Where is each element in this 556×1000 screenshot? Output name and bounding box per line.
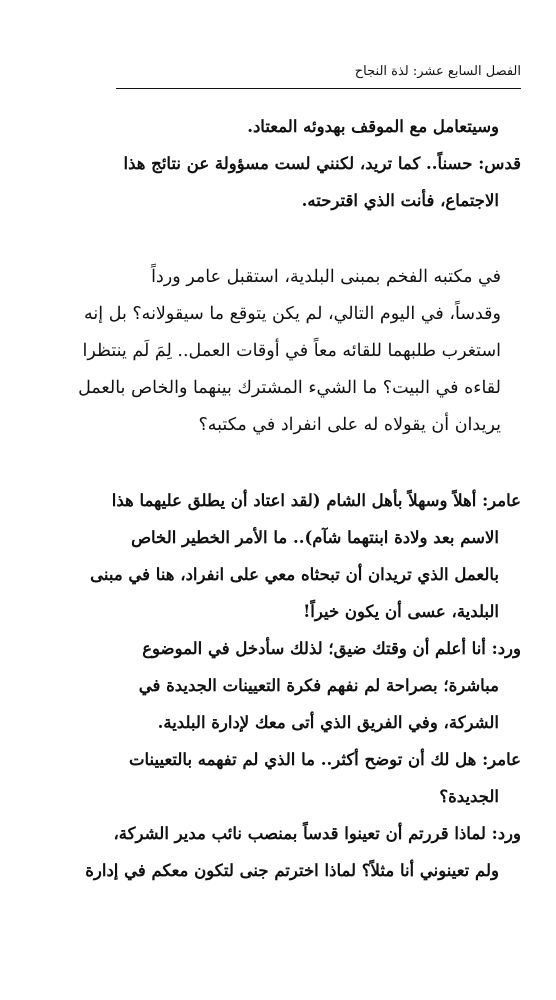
page-body bbox=[33, 108, 521, 889]
text-line: في مكتبه الفخم بمبنى البلدية، استقبل عامر ورداً bbox=[151, 267, 501, 287]
dialogue-amer bbox=[33, 741, 521, 815]
text-line: وقدساً، في اليوم التالي، لم يكن يتوقع ما سيقولانه؟ بل إنه bbox=[84, 304, 501, 324]
text-line: يريدان أن يقولاه له على انفراد في مكتبه؟ bbox=[198, 415, 501, 435]
text-line: لقاءه في البيت؟ ما الشيء المشترك بينهما والخاص بالعمل bbox=[78, 378, 501, 398]
text-line: وسيتعامل مع الموقف بهدوئه المعتاد. bbox=[247, 117, 499, 136]
text-line: البلدية، عسى أن يكون خيراً! bbox=[303, 602, 499, 621]
text-line: قدس: حسناً.. كما تريد، لكنني لست مسؤولة عن نتائج هذا bbox=[123, 154, 521, 173]
text-line: ورد: أنا أعلم أن وقتك ضيق؛ لذلك سأدخل في الموضوع bbox=[142, 639, 521, 658]
dialogue-quds bbox=[33, 145, 521, 219]
text-line: ولم تعينوني أنا مثلاً؟ لماذا اخترتم جنى لتكون معكم في إدارة bbox=[85, 861, 499, 880]
text-line: استغرب طلبهما للقائه معاً في أوقات العمل.. لِمَ لَم ينتظرا bbox=[82, 341, 501, 361]
dialogue-amer bbox=[33, 482, 521, 630]
text-line: الاسم بعد ولادة ابنتهما شآم).. ما الأمر الخطير الخاص bbox=[131, 528, 499, 547]
text-line: الاجتماع، فأنت الذي اقترحته. bbox=[301, 191, 499, 210]
running-title: الفصل السابع عشر: لذة النجاح bbox=[354, 64, 521, 79]
text-line: الشركة، وفي الفريق الذي أتى معك لإدارة البلدية. bbox=[157, 713, 499, 732]
running-header bbox=[116, 62, 521, 89]
text-line: عامر: هل لك أن توضح أكثر.. ما الذي لم تفهمه بالتعيينات bbox=[128, 750, 521, 769]
narration-paragraph bbox=[33, 108, 521, 145]
text-line: عامر: أهلاً وسهلاً بأهل الشام (لقد اعتاد أن يطلق عليهما هذا bbox=[111, 491, 521, 510]
text-line: ورد: لماذا قررتم أن تعينوا قدساً بمنصب نائب مدير الشركة، bbox=[113, 824, 521, 843]
text-line: مباشرة؛ بصراحة لم نفهم فكرة التعيينات الجديدة في bbox=[138, 676, 499, 695]
dialogue-ward bbox=[33, 630, 521, 741]
text-line: بالعمل الذي تريدان أن تبحثاه معي على انفراد، هنا في مبنى bbox=[90, 565, 499, 584]
dialogue-ward bbox=[33, 815, 521, 889]
narration-paragraph bbox=[33, 259, 521, 444]
text-line: الجديدة؟ bbox=[439, 787, 499, 806]
